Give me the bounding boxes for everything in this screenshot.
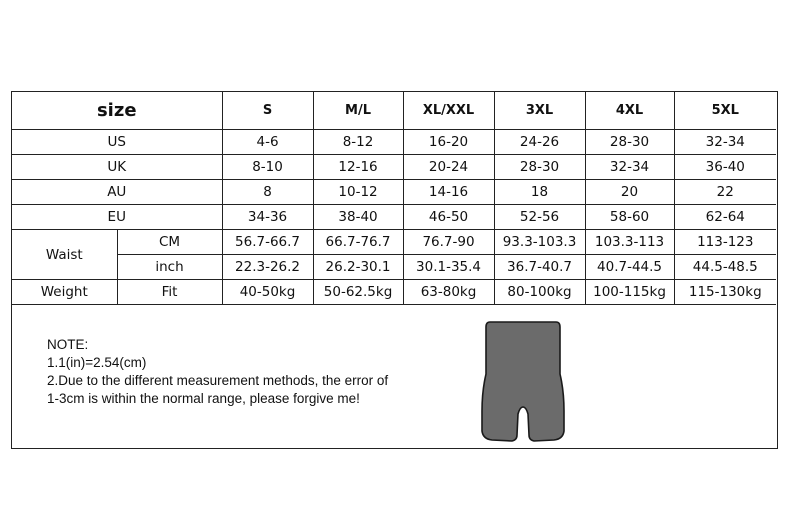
au-cell: 22 (674, 180, 776, 205)
size-chart (11, 91, 778, 449)
eu-cell: 62-64 (674, 205, 776, 230)
waist-inch-cell: 30.1-35.4 (403, 255, 494, 280)
size-5xl-header: 5XL (674, 92, 776, 130)
uk-cell: 8-10 (222, 155, 313, 180)
size-4xl-header: 4XL (585, 92, 674, 130)
waist-inch-cell: 44.5-48.5 (674, 255, 776, 280)
waist-cm-cell: 76.7-90 (403, 230, 494, 255)
weight-label: Weight (12, 280, 117, 305)
size-ml-header: M/L (313, 92, 403, 130)
us-cell: 4-6 (222, 130, 313, 155)
au-row (12, 180, 776, 205)
waist-cm-cell: 56.7-66.7 (222, 230, 313, 255)
weight-cell: 100-115kg (585, 280, 674, 305)
uk-cell: 28-30 (494, 155, 585, 180)
uk-row (12, 155, 776, 180)
eu-cell: 52-56 (494, 205, 585, 230)
uk-cell: 12-16 (313, 155, 403, 180)
weight-row (12, 280, 776, 305)
us-cell: 32-34 (674, 130, 776, 155)
note-line-2: 2.Due to the different measurement methods, the error of (47, 373, 389, 388)
eu-label: EU (12, 205, 222, 230)
waist-cm-unit: CM (117, 230, 222, 255)
size-header: size (12, 92, 222, 130)
au-cell: 8 (222, 180, 313, 205)
weight-cell: 80-100kg (494, 280, 585, 305)
waist-inch-unit: inch (117, 255, 222, 280)
size-3xl-header: 3XL (494, 92, 585, 130)
au-cell: 18 (494, 180, 585, 205)
waist-cm-cell: 113-123 (674, 230, 776, 255)
waist-inch-cell: 40.7-44.5 (585, 255, 674, 280)
us-label: US (12, 130, 222, 155)
uk-label: UK (12, 155, 222, 180)
us-row (12, 130, 776, 155)
uk-cell: 36-40 (674, 155, 776, 180)
waist-cm-row (12, 230, 776, 255)
eu-cell: 34-36 (222, 205, 313, 230)
size-table (12, 92, 776, 305)
waist-cm-cell: 103.3-113 (585, 230, 674, 255)
eu-cell: 46-50 (403, 205, 494, 230)
waist-inch-cell: 22.3-26.2 (222, 255, 313, 280)
note-line-1: 1.1(in)=2.54(cm) (47, 355, 147, 370)
au-cell: 14-16 (403, 180, 494, 205)
size-xlxxl-header: XL/XXL (403, 92, 494, 130)
weight-cell: 115-130kg (674, 280, 776, 305)
note-line-3: 1-3cm is within the normal range, please forgive me! (47, 391, 360, 406)
waist-cm-cell: 66.7-76.7 (313, 230, 403, 255)
weight-cell: 40-50kg (222, 280, 313, 305)
waist-cm-cell: 93.3-103.3 (494, 230, 585, 255)
weight-unit: Fit (117, 280, 222, 305)
au-cell: 10-12 (313, 180, 403, 205)
au-label: AU (12, 180, 222, 205)
weight-cell: 50-62.5kg (313, 280, 403, 305)
waist-label: Waist (12, 230, 117, 280)
waist-inch-row (12, 255, 776, 280)
note-block (47, 336, 388, 408)
waist-inch-cell: 26.2-30.1 (313, 255, 403, 280)
us-cell: 28-30 (585, 130, 674, 155)
eu-row (12, 205, 776, 230)
size-s-header: S (222, 92, 313, 130)
shapewear-shorts-icon (478, 319, 568, 444)
eu-cell: 38-40 (313, 205, 403, 230)
us-cell: 24-26 (494, 130, 585, 155)
us-cell: 16-20 (403, 130, 494, 155)
uk-cell: 32-34 (585, 155, 674, 180)
au-cell: 20 (585, 180, 674, 205)
note-title: NOTE: (47, 337, 89, 352)
waist-inch-cell: 36.7-40.7 (494, 255, 585, 280)
uk-cell: 20-24 (403, 155, 494, 180)
us-cell: 8-12 (313, 130, 403, 155)
header-row (12, 92, 776, 130)
weight-cell: 63-80kg (403, 280, 494, 305)
eu-cell: 58-60 (585, 205, 674, 230)
